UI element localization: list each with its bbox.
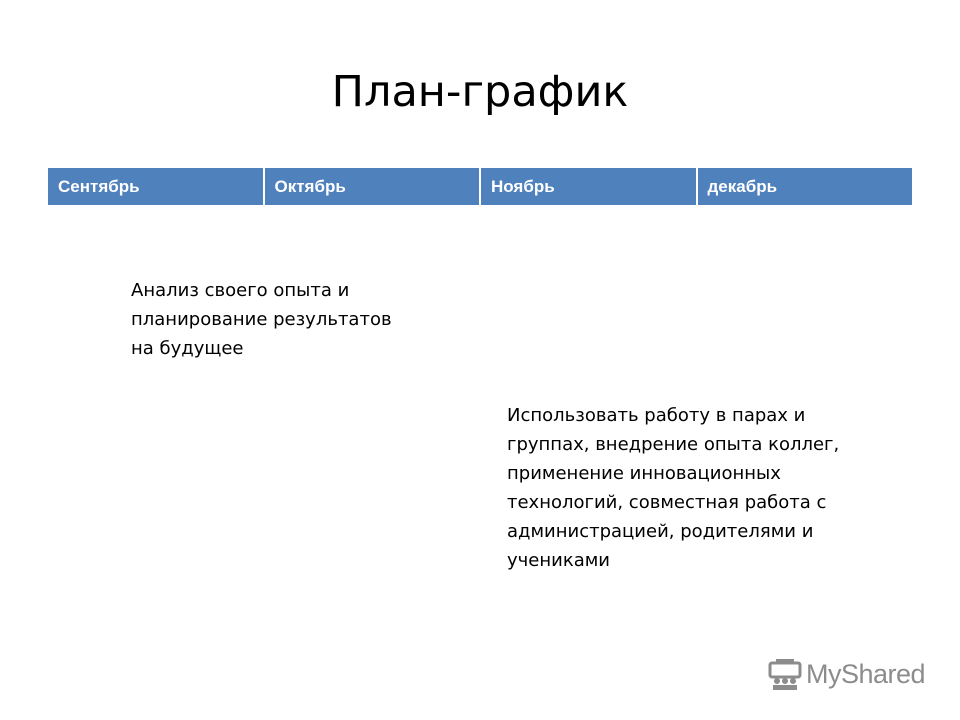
slide-title: План-график bbox=[331, 67, 629, 117]
logo-wordmark: MyShared bbox=[806, 658, 926, 689]
methods-text: Использовать работу в парах и группах, внедрение опыта коллег, применение инновационных технологий, совместная работа с администрацией, родителями и учениками bbox=[507, 405, 840, 571]
month-cell-october: Октябрь bbox=[265, 168, 482, 205]
myshared-logo bbox=[768, 656, 925, 692]
month-cell-september: Сентябрь bbox=[48, 168, 265, 205]
month-header-row bbox=[48, 168, 912, 205]
analysis-text: Анализ своего опыта и планирование результатов на будущее bbox=[131, 280, 392, 359]
month-cell-december: декабрь bbox=[707, 176, 778, 196]
month-cell-november: Ноябрь bbox=[481, 168, 698, 205]
classroom-board-icon bbox=[768, 657, 802, 691]
